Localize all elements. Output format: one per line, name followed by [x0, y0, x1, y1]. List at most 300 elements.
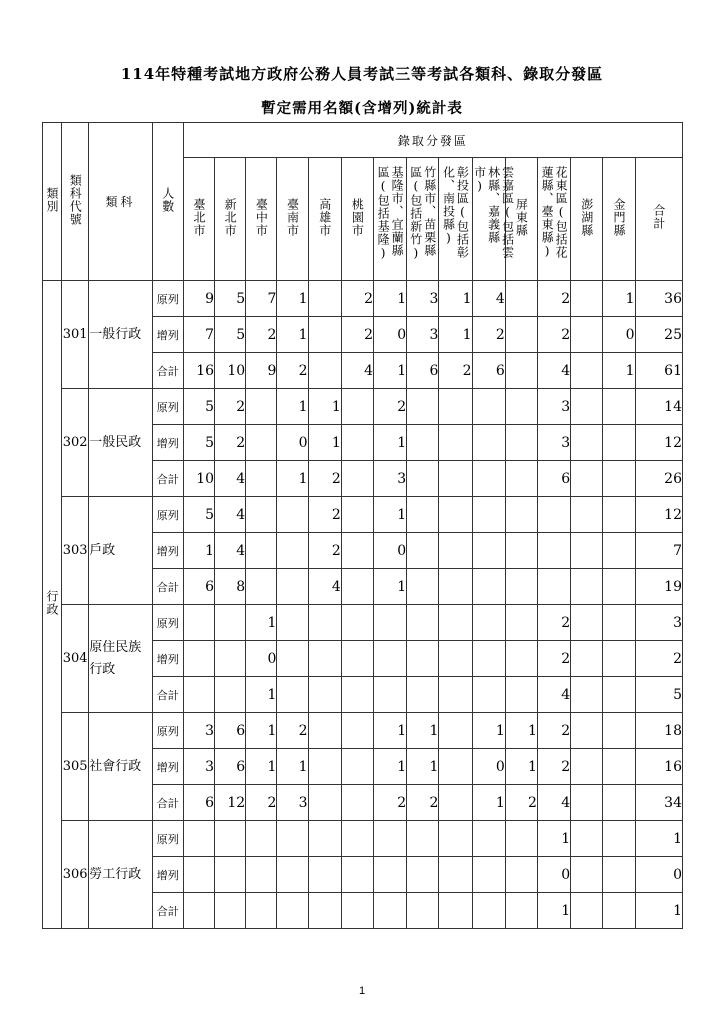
- count-cell: [407, 641, 439, 677]
- count-cell: 5: [183, 425, 214, 461]
- subject-name: 社會行政: [89, 713, 152, 821]
- count-cell: 2: [341, 281, 373, 317]
- count-cell: [472, 497, 505, 533]
- region-header: 臺北市: [183, 158, 214, 281]
- region-header: 花東區(包括花蓮縣、臺東縣): [537, 158, 570, 281]
- count-cell: [472, 461, 505, 497]
- count-cell: 0: [373, 533, 406, 569]
- count-cell: [571, 461, 603, 497]
- count-cell: 2: [537, 281, 570, 317]
- count-cell: 1: [277, 461, 308, 497]
- count-cell: [341, 893, 373, 929]
- row-type: 原列: [152, 389, 183, 425]
- count-cell: 1: [373, 713, 406, 749]
- count-cell: [603, 749, 635, 785]
- count-cell: [439, 425, 472, 461]
- count-cell: 4: [215, 533, 246, 569]
- subject-code: 303: [62, 497, 89, 605]
- count-cell: 1: [373, 425, 406, 461]
- count-cell: [183, 677, 214, 713]
- count-cell: 1: [183, 533, 214, 569]
- count-cell: [571, 641, 603, 677]
- header-people: 人數: [152, 123, 183, 281]
- table-body: [43, 123, 683, 929]
- count-cell: [277, 533, 308, 569]
- table-row: [43, 605, 683, 641]
- count-cell: [341, 569, 373, 605]
- total-cell: 7: [635, 533, 682, 569]
- count-cell: [246, 497, 277, 533]
- count-cell: [341, 497, 373, 533]
- count-cell: 7: [183, 317, 214, 353]
- count-cell: 4: [537, 677, 570, 713]
- total-cell: 14: [635, 389, 682, 425]
- total-cell: 5: [635, 677, 682, 713]
- region-header: 新北市: [215, 158, 246, 281]
- count-cell: [373, 605, 406, 641]
- count-cell: [407, 821, 439, 857]
- count-cell: [439, 893, 472, 929]
- count-cell: 6: [183, 785, 214, 821]
- count-cell: [571, 749, 603, 785]
- count-cell: 2: [537, 713, 570, 749]
- count-cell: [603, 785, 635, 821]
- count-cell: 1: [277, 389, 308, 425]
- count-cell: [439, 713, 472, 749]
- region-header: 桃園市: [341, 158, 373, 281]
- count-cell: 2: [308, 533, 341, 569]
- count-cell: [407, 425, 439, 461]
- count-cell: 4: [537, 785, 570, 821]
- header-code: 類科代號: [62, 123, 89, 281]
- count-cell: [571, 893, 603, 929]
- row-type: 原列: [152, 713, 183, 749]
- count-cell: 1: [505, 713, 537, 749]
- count-cell: 2: [215, 425, 246, 461]
- count-cell: 12: [215, 785, 246, 821]
- count-cell: [472, 533, 505, 569]
- count-cell: [407, 605, 439, 641]
- count-cell: 2: [439, 353, 472, 389]
- count-cell: 1: [373, 281, 406, 317]
- count-cell: [571, 857, 603, 893]
- category-cell: 行政: [43, 281, 62, 929]
- count-cell: [277, 569, 308, 605]
- count-cell: [277, 893, 308, 929]
- count-cell: [373, 821, 406, 857]
- count-cell: [439, 533, 472, 569]
- count-cell: [439, 857, 472, 893]
- count-cell: 2: [277, 353, 308, 389]
- count-cell: 1: [472, 713, 505, 749]
- count-cell: [472, 893, 505, 929]
- count-cell: 1: [472, 785, 505, 821]
- header-category: 類別: [43, 123, 62, 281]
- count-cell: 1: [246, 677, 277, 713]
- count-cell: [183, 605, 214, 641]
- count-cell: [308, 713, 341, 749]
- count-cell: 3: [183, 749, 214, 785]
- row-type: 原列: [152, 497, 183, 533]
- count-cell: [215, 677, 246, 713]
- count-cell: 1: [373, 353, 406, 389]
- table-row: [43, 821, 683, 857]
- row-type: 增列: [152, 857, 183, 893]
- count-cell: [571, 605, 603, 641]
- count-cell: [505, 893, 537, 929]
- count-cell: [505, 389, 537, 425]
- count-cell: [246, 893, 277, 929]
- count-cell: [246, 533, 277, 569]
- subject-code: 302: [62, 389, 89, 497]
- count-cell: [505, 533, 537, 569]
- region-header: 基隆市、宜蘭縣區(包括基隆): [373, 158, 406, 281]
- count-cell: 4: [308, 569, 341, 605]
- total-cell: 34: [635, 785, 682, 821]
- count-cell: [603, 893, 635, 929]
- total-cell: 26: [635, 461, 682, 497]
- count-cell: 2: [373, 389, 406, 425]
- count-cell: [215, 641, 246, 677]
- count-cell: [571, 821, 603, 857]
- count-cell: [341, 533, 373, 569]
- subject-name: 一般民政: [89, 389, 152, 497]
- count-cell: [571, 281, 603, 317]
- count-cell: [215, 605, 246, 641]
- count-cell: [373, 641, 406, 677]
- count-cell: 2: [308, 497, 341, 533]
- count-cell: [505, 605, 537, 641]
- count-cell: [603, 425, 635, 461]
- count-cell: [603, 461, 635, 497]
- document-title: 114年特種考試地方政府公務人員考試三等考試各類科、錄取分發區: [120, 65, 604, 83]
- count-cell: [183, 857, 214, 893]
- region-header: 臺南市: [277, 158, 308, 281]
- count-cell: 2: [537, 605, 570, 641]
- count-cell: [472, 425, 505, 461]
- count-cell: [183, 641, 214, 677]
- count-cell: 3: [407, 281, 439, 317]
- count-cell: [341, 857, 373, 893]
- count-cell: [407, 533, 439, 569]
- count-cell: [505, 857, 537, 893]
- subject-name: 勞工行政: [89, 821, 152, 929]
- total-cell: 2: [635, 641, 682, 677]
- count-cell: 1: [277, 281, 308, 317]
- row-type: 增列: [152, 749, 183, 785]
- count-cell: [341, 677, 373, 713]
- count-cell: [571, 425, 603, 461]
- total-cell: 16: [635, 749, 682, 785]
- count-cell: 0: [603, 317, 635, 353]
- count-cell: 8: [215, 569, 246, 605]
- count-cell: 1: [537, 821, 570, 857]
- count-cell: 1: [439, 317, 472, 353]
- count-cell: [246, 569, 277, 605]
- count-cell: 2: [537, 749, 570, 785]
- table-row: [43, 497, 683, 533]
- count-cell: [505, 281, 537, 317]
- row-type: 原列: [152, 281, 183, 317]
- row-type: 合計: [152, 461, 183, 497]
- count-cell: [505, 641, 537, 677]
- count-cell: 1: [603, 353, 635, 389]
- count-cell: 3: [277, 785, 308, 821]
- count-cell: 1: [505, 749, 537, 785]
- count-cell: [308, 749, 341, 785]
- count-cell: 7: [246, 281, 277, 317]
- total-cell: 36: [635, 281, 682, 317]
- count-cell: [373, 893, 406, 929]
- count-cell: 5: [183, 497, 214, 533]
- count-cell: 1: [537, 893, 570, 929]
- count-cell: 6: [183, 569, 214, 605]
- count-cell: 10: [183, 461, 214, 497]
- row-type: 合計: [152, 785, 183, 821]
- region-header: 高雄市: [308, 158, 341, 281]
- row-type: 增列: [152, 533, 183, 569]
- page-number: 1: [358, 985, 366, 997]
- count-cell: [308, 821, 341, 857]
- count-cell: [215, 857, 246, 893]
- count-cell: [246, 389, 277, 425]
- count-cell: [407, 677, 439, 713]
- total-cell: 61: [635, 353, 682, 389]
- count-cell: 6: [215, 749, 246, 785]
- count-cell: [407, 893, 439, 929]
- count-cell: [277, 605, 308, 641]
- region-header: 澎湖縣: [571, 158, 603, 281]
- count-cell: [341, 821, 373, 857]
- count-cell: 1: [277, 749, 308, 785]
- count-cell: 1: [373, 749, 406, 785]
- count-cell: 0: [277, 425, 308, 461]
- count-cell: 4: [537, 353, 570, 389]
- count-cell: [603, 605, 635, 641]
- count-cell: [571, 713, 603, 749]
- total-cell: 1: [635, 821, 682, 857]
- total-cell: 12: [635, 425, 682, 461]
- count-cell: [571, 677, 603, 713]
- count-cell: [341, 641, 373, 677]
- count-cell: 2: [341, 317, 373, 353]
- count-cell: [603, 389, 635, 425]
- count-cell: 2: [246, 785, 277, 821]
- count-cell: [183, 821, 214, 857]
- count-cell: 0: [537, 857, 570, 893]
- subject-code: 301: [62, 281, 89, 389]
- count-cell: [277, 857, 308, 893]
- count-cell: [603, 857, 635, 893]
- table-row: [43, 389, 683, 425]
- count-cell: [439, 461, 472, 497]
- count-cell: 5: [215, 281, 246, 317]
- count-cell: 0: [472, 749, 505, 785]
- count-cell: [537, 533, 570, 569]
- count-cell: 1: [308, 425, 341, 461]
- count-cell: [571, 389, 603, 425]
- count-cell: [472, 641, 505, 677]
- count-cell: 1: [373, 569, 406, 605]
- row-type: 原列: [152, 605, 183, 641]
- count-cell: 9: [246, 353, 277, 389]
- count-cell: [308, 785, 341, 821]
- total-cell: 12: [635, 497, 682, 533]
- count-cell: 2: [277, 713, 308, 749]
- count-cell: [277, 641, 308, 677]
- table-row: [43, 713, 683, 749]
- count-cell: 2: [537, 317, 570, 353]
- count-cell: 2: [505, 785, 537, 821]
- count-cell: [537, 569, 570, 605]
- count-cell: [505, 821, 537, 857]
- count-cell: [505, 317, 537, 353]
- count-cell: 6: [537, 461, 570, 497]
- count-cell: 4: [341, 353, 373, 389]
- count-cell: [505, 497, 537, 533]
- count-cell: 1: [246, 749, 277, 785]
- count-cell: 0: [246, 641, 277, 677]
- header-subject: 類科: [89, 123, 152, 281]
- count-cell: [439, 389, 472, 425]
- count-cell: [603, 569, 635, 605]
- count-cell: [505, 353, 537, 389]
- count-cell: [341, 389, 373, 425]
- count-cell: 1: [246, 713, 277, 749]
- count-cell: 4: [215, 461, 246, 497]
- count-cell: [308, 317, 341, 353]
- row-type: 合計: [152, 569, 183, 605]
- count-cell: 4: [472, 281, 505, 317]
- count-cell: [308, 677, 341, 713]
- count-cell: [308, 641, 341, 677]
- count-cell: [215, 893, 246, 929]
- count-cell: 1: [407, 749, 439, 785]
- count-cell: [277, 497, 308, 533]
- row-type: 合計: [152, 677, 183, 713]
- count-cell: [246, 461, 277, 497]
- count-cell: [571, 785, 603, 821]
- total-cell: 1: [635, 893, 682, 929]
- count-cell: 3: [373, 461, 406, 497]
- count-cell: [277, 677, 308, 713]
- subject-code: 305: [62, 713, 89, 821]
- count-cell: 6: [472, 353, 505, 389]
- count-cell: [439, 569, 472, 605]
- count-cell: 5: [215, 317, 246, 353]
- count-cell: [439, 605, 472, 641]
- subject-name: 戶政: [89, 497, 152, 605]
- count-cell: [505, 461, 537, 497]
- count-cell: [373, 677, 406, 713]
- subject-code: 306: [62, 821, 89, 929]
- count-cell: [472, 821, 505, 857]
- row-type: 原列: [152, 821, 183, 857]
- count-cell: 3: [537, 425, 570, 461]
- total-cell: 19: [635, 569, 682, 605]
- count-cell: [341, 749, 373, 785]
- total-cell: 25: [635, 317, 682, 353]
- count-cell: [308, 857, 341, 893]
- count-cell: [308, 353, 341, 389]
- count-cell: [603, 497, 635, 533]
- count-cell: [407, 857, 439, 893]
- count-cell: [571, 497, 603, 533]
- count-cell: 10: [215, 353, 246, 389]
- count-cell: 3: [537, 389, 570, 425]
- count-cell: [407, 569, 439, 605]
- row-type: 增列: [152, 317, 183, 353]
- count-cell: 1: [308, 389, 341, 425]
- count-cell: 0: [373, 317, 406, 353]
- count-cell: [603, 821, 635, 857]
- count-cell: [603, 677, 635, 713]
- row-type: 增列: [152, 641, 183, 677]
- count-cell: [571, 353, 603, 389]
- count-cell: [472, 677, 505, 713]
- count-cell: 16: [183, 353, 214, 389]
- count-cell: 2: [246, 317, 277, 353]
- count-cell: 2: [308, 461, 341, 497]
- count-cell: [603, 713, 635, 749]
- count-cell: [571, 317, 603, 353]
- row-type: 增列: [152, 425, 183, 461]
- count-cell: 9: [183, 281, 214, 317]
- count-cell: [183, 893, 214, 929]
- count-cell: [341, 425, 373, 461]
- count-cell: [439, 749, 472, 785]
- count-cell: [341, 461, 373, 497]
- count-cell: 4: [215, 497, 246, 533]
- count-cell: [505, 677, 537, 713]
- count-cell: 1: [246, 605, 277, 641]
- row-type: 合計: [152, 893, 183, 929]
- count-cell: 1: [277, 317, 308, 353]
- region-header: 彰投區(包括彰化、南投縣): [439, 158, 472, 281]
- count-cell: [472, 605, 505, 641]
- count-cell: [407, 389, 439, 425]
- count-cell: [472, 389, 505, 425]
- count-cell: [341, 713, 373, 749]
- statistics-table: [42, 122, 683, 929]
- count-cell: 2: [407, 785, 439, 821]
- count-cell: [472, 857, 505, 893]
- count-cell: 3: [407, 317, 439, 353]
- count-cell: [308, 281, 341, 317]
- row-type: 合計: [152, 353, 183, 389]
- count-cell: 2: [537, 641, 570, 677]
- count-cell: [603, 533, 635, 569]
- count-cell: 5: [183, 389, 214, 425]
- region-header: 臺中市: [246, 158, 277, 281]
- total-cell: 0: [635, 857, 682, 893]
- count-cell: [537, 497, 570, 533]
- count-cell: [439, 497, 472, 533]
- region-header: 合計: [635, 158, 682, 281]
- count-cell: [246, 425, 277, 461]
- count-cell: 6: [215, 713, 246, 749]
- subject-name: 原住民族行政: [89, 605, 152, 713]
- total-cell: 18: [635, 713, 682, 749]
- count-cell: [505, 569, 537, 605]
- count-cell: [439, 641, 472, 677]
- region-header: 竹縣市、苗栗縣區(包括新竹): [407, 158, 439, 281]
- subject-name: 一般行政: [89, 281, 152, 389]
- count-cell: [341, 605, 373, 641]
- count-cell: 3: [183, 713, 214, 749]
- count-cell: [373, 857, 406, 893]
- subject-code: 304: [62, 605, 89, 713]
